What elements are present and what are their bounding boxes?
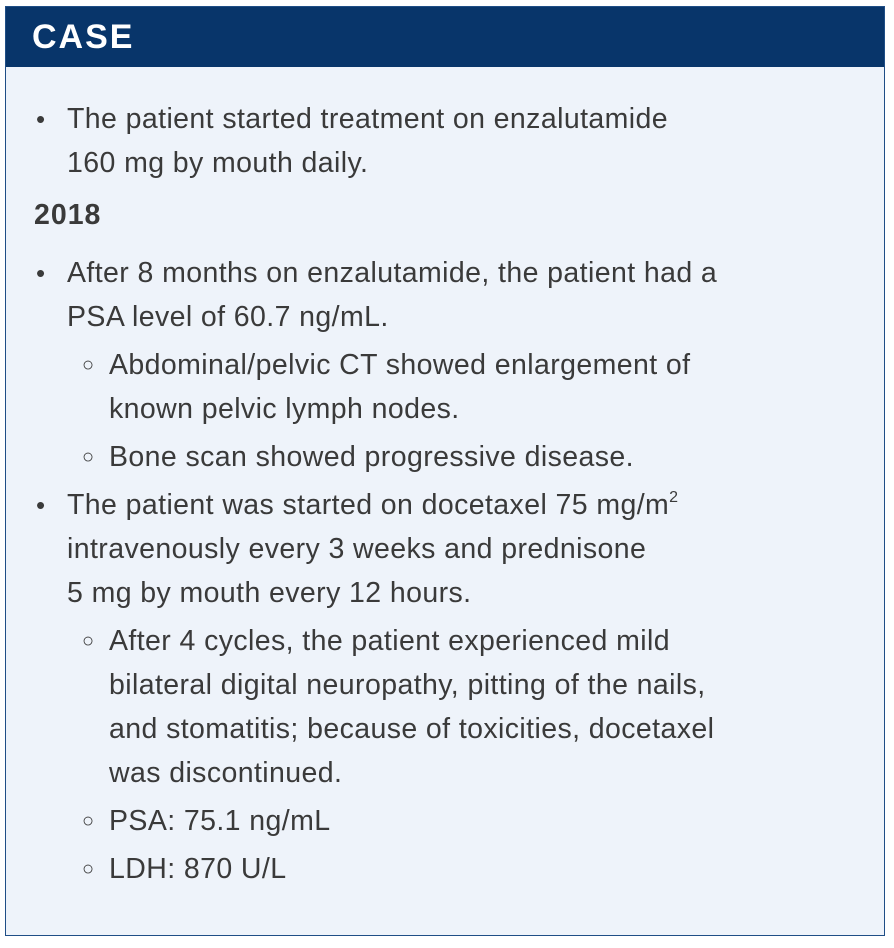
text-line: PSA level of 60.7 ng/mL. (67, 301, 389, 333)
sub-bullet-ct (34, 343, 844, 431)
text-line: intravenously every 3 weeks and prednisone (67, 533, 647, 565)
text-line: The patient started treatment on enzalutamide (67, 103, 669, 135)
sub-bullet-ldh (34, 847, 844, 891)
text-line: was discontinued. (109, 757, 343, 789)
hollow-bullet-icon: ○ (82, 810, 95, 832)
hollow-bullet-icon: ○ (82, 630, 95, 652)
hollow-bullet-icon: ○ (82, 354, 95, 376)
text-line: bilateral digital neuropathy, pitting of the nails, (109, 669, 706, 701)
bullet-start-treatment (34, 97, 844, 185)
text-line: and stomatitis; because of toxicities, docetaxel (109, 713, 715, 745)
text-line: known pelvic lymph nodes. (109, 393, 460, 425)
text-line (67, 483, 844, 527)
bullet-docetaxel (34, 483, 844, 615)
text-line: 160 mg by mouth daily. (67, 147, 369, 179)
sub-bullet-psa (34, 799, 844, 843)
bullet-dot-icon: • (36, 104, 46, 134)
text-line: PSA: 75.1 ng/mL (109, 805, 331, 837)
hollow-bullet-icon: ○ (82, 446, 95, 468)
case-body (6, 67, 884, 891)
sub-bullet-toxicities (34, 619, 844, 795)
bullet-psa-level (34, 251, 844, 339)
superscript: 2 (669, 489, 679, 506)
bullet-dot-icon: • (36, 490, 46, 520)
bullet-dot-icon: • (36, 258, 46, 288)
text-line: LDH: 870 U/L (109, 853, 287, 885)
sub-bullet-bone-scan (34, 435, 844, 479)
case-box (5, 6, 885, 936)
text-line: After 8 months on enzalutamide, the patient had a (67, 257, 718, 289)
year-heading: 2018 (34, 199, 102, 231)
text-line: After 4 cycles, the patient experienced mild (109, 625, 670, 657)
text-line: Abdominal/pelvic CT showed enlargement of (109, 349, 691, 381)
text-line: 5 mg by mouth every 12 hours. (67, 577, 472, 609)
text-line-part: The patient was started on docetaxel 75 mg/m (67, 489, 670, 521)
text-line: Bone scan showed progressive disease. (109, 441, 634, 473)
hollow-bullet-icon: ○ (82, 858, 95, 880)
case-header-title: CASE (6, 7, 884, 67)
